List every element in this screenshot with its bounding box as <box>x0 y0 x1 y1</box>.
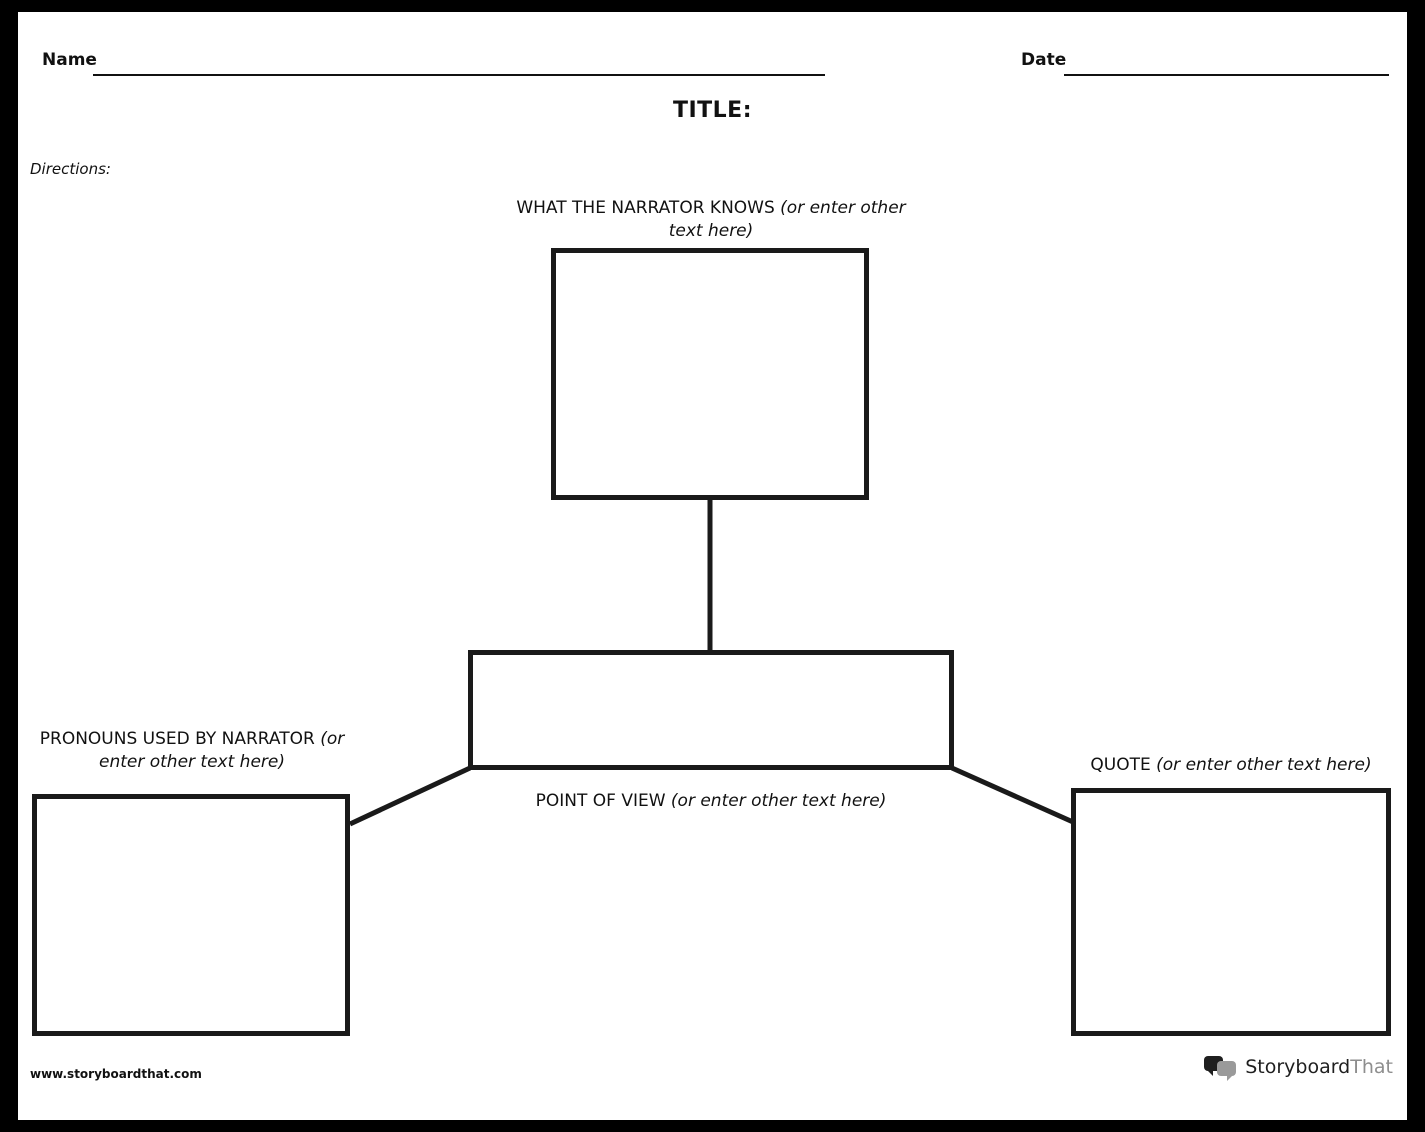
directions-label: Directions: <box>30 160 111 178</box>
narrator-knows-box[interactable] <box>551 248 869 500</box>
brand-name-second: That <box>1350 1056 1393 1078</box>
point-of-view-caption <box>468 790 954 813</box>
pronouns-caption <box>26 728 358 774</box>
connector-pov-to-quote <box>952 768 1073 822</box>
pronouns-caption-main: PRONOUNS USED BY NARRATOR <box>39 729 321 749</box>
speech-bubble-grey-icon <box>1217 1061 1236 1076</box>
pronouns-caption-hint: (or enter other text here) <box>98 729 345 772</box>
quote-caption-hint: (or enter other text here) <box>1156 755 1372 775</box>
speech-bubbles-icon <box>1204 1054 1238 1080</box>
quote-box[interactable] <box>1071 788 1391 1036</box>
quote-caption <box>1061 754 1401 777</box>
brand-name <box>1245 1056 1393 1078</box>
footer-url[interactable]: www.storyboardthat.com <box>30 1067 202 1081</box>
point-of-view-caption-hint: (or enter other text here) <box>670 791 887 811</box>
narrator-knows-caption-hint: (or enter other text here) <box>668 198 906 241</box>
narrator-knows-caption-main: WHAT THE NARRATOR KNOWS <box>516 198 781 218</box>
name-label: Name <box>42 50 97 70</box>
narrator-knows-caption <box>511 197 911 243</box>
brand-name-first: Storyboard <box>1245 1056 1351 1078</box>
brand-logo <box>1204 1054 1393 1080</box>
connector-pov-to-pronouns <box>350 768 470 824</box>
point-of-view-caption-main: POINT OF VIEW <box>535 791 671 811</box>
quote-caption-main: QUOTE <box>1090 755 1157 775</box>
pronouns-box[interactable] <box>32 794 350 1036</box>
point-of-view-box[interactable] <box>468 650 954 770</box>
date-label: Date <box>1021 50 1067 70</box>
worksheet-page <box>18 12 1407 1120</box>
page-title: TITLE: <box>672 98 753 123</box>
